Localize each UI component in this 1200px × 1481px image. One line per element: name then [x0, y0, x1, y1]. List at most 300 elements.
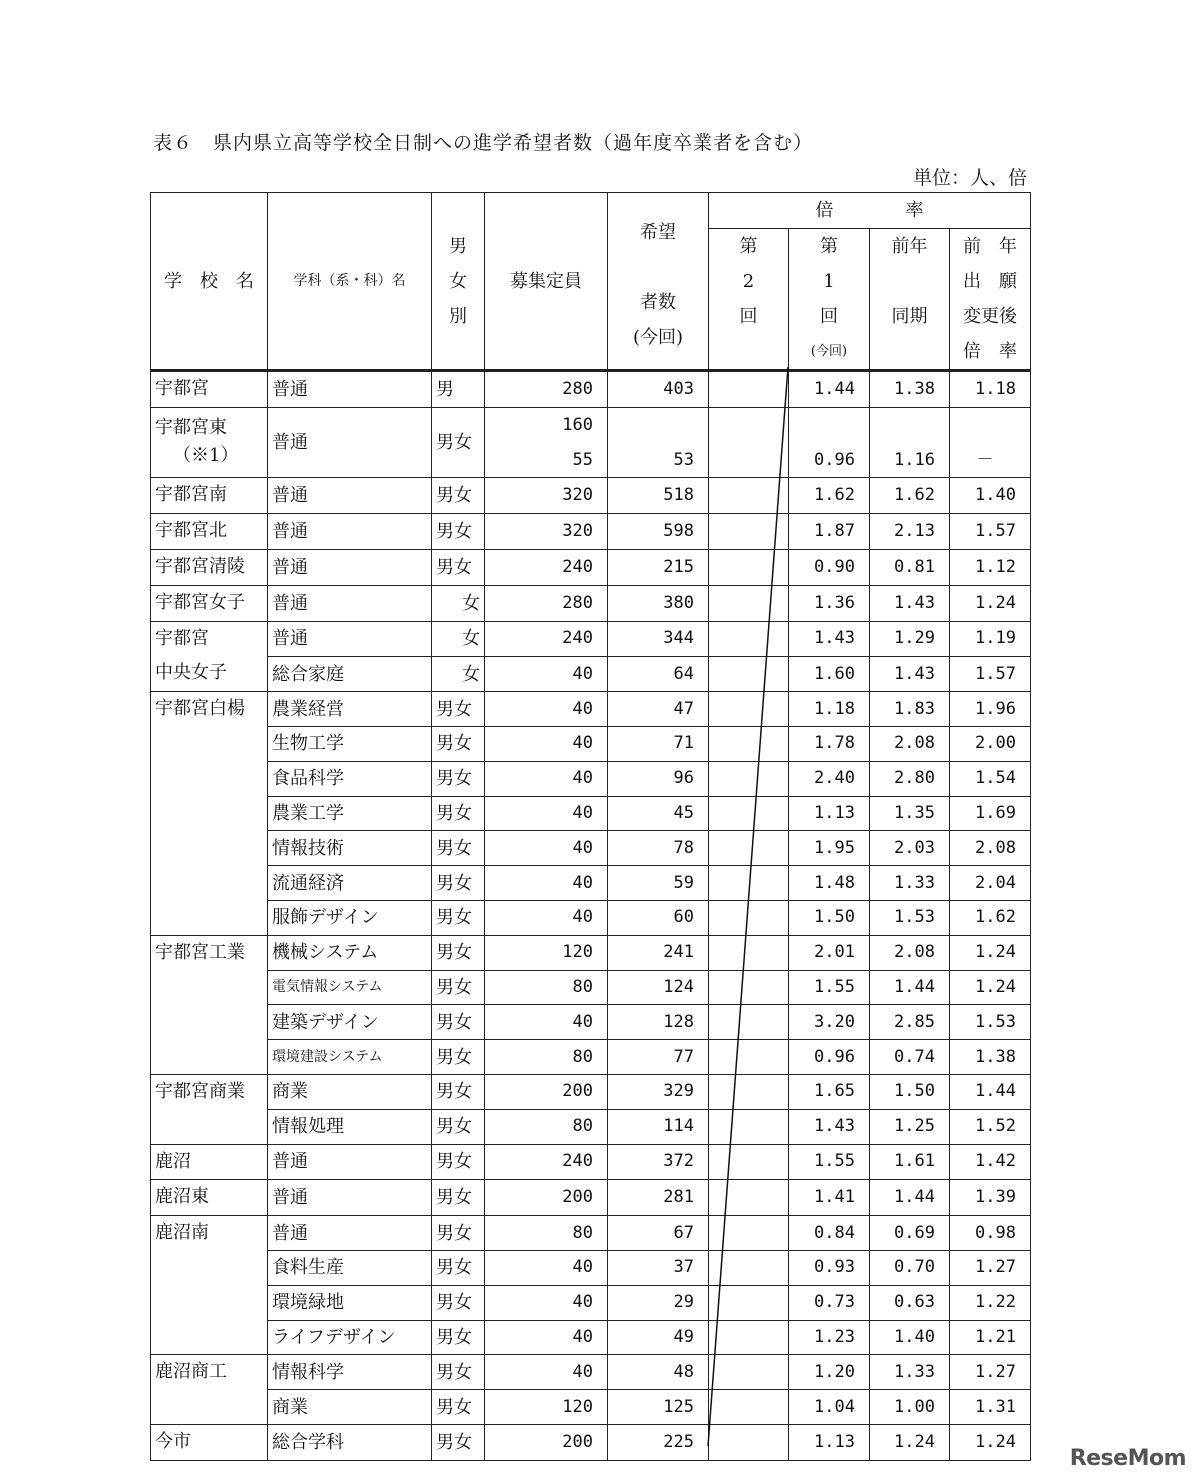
- table-row: [151, 371, 1031, 408]
- school-name-line: 中央女子: [155, 662, 227, 684]
- round2-ratio-empty: [709, 371, 789, 408]
- gender: 男女: [432, 1250, 485, 1285]
- table-row: [151, 656, 1031, 691]
- department-name: 普通: [268, 371, 432, 408]
- round1-ratio: 1.36: [789, 585, 870, 621]
- applicants-count: 344: [608, 621, 709, 656]
- prev-year-ratio: 2.80: [870, 761, 950, 796]
- gender: 男女: [432, 478, 485, 514]
- applicants-count: 215: [608, 549, 709, 585]
- table-row: [151, 514, 1031, 550]
- quota: [485, 900, 608, 935]
- prev-year-ratio: 0.63: [870, 1285, 950, 1320]
- school-name: [151, 549, 268, 585]
- round2-ratio-empty: [709, 900, 789, 935]
- round2-ratio-empty: [709, 1285, 789, 1320]
- department-name: 機械システム: [268, 935, 432, 970]
- round1-ratio: 0.93: [789, 1250, 870, 1285]
- header-line: 1: [823, 271, 835, 292]
- school-name: [151, 1144, 268, 1180]
- header-line: 同期: [891, 306, 928, 327]
- quota: [485, 726, 608, 761]
- department-name: ライフデザイン: [268, 1320, 432, 1355]
- round2-ratio-empty: [709, 1250, 789, 1285]
- header-line: 回: [739, 306, 758, 327]
- prev-year-ratio: 1.43: [870, 585, 950, 621]
- prev-year-changed-ratio: 0.98: [950, 1216, 1031, 1251]
- round1-ratio: 0.84: [789, 1216, 870, 1251]
- round2-ratio-empty: [709, 407, 789, 478]
- round1-ratio: 2.01: [789, 935, 870, 970]
- quota-value: 40: [572, 837, 593, 858]
- gender: 男女: [432, 935, 485, 970]
- round2-ratio-empty: [709, 866, 789, 901]
- quota: [485, 866, 608, 901]
- table-row: [151, 549, 1031, 585]
- department-name: 建築デザイン: [268, 1005, 432, 1040]
- gender: 男女: [432, 726, 485, 761]
- gender: 男女: [432, 796, 485, 831]
- school-name: [151, 1074, 268, 1144]
- school-name-line: 鹿沼商工: [155, 1361, 227, 1383]
- applicants-count: 60: [608, 900, 709, 935]
- prev-year-ratio: 1.44: [870, 1180, 950, 1216]
- quota: [485, 970, 608, 1005]
- table-row: [151, 1424, 1031, 1460]
- gender: 男女: [432, 1144, 485, 1180]
- gender: 女: [432, 621, 485, 656]
- quota: [485, 1040, 608, 1075]
- department-name: 普通: [268, 585, 432, 621]
- department-name: 普通: [268, 1144, 432, 1180]
- quota-value: 320: [562, 521, 593, 542]
- school-name-line: 鹿沼: [155, 1150, 191, 1172]
- round2-ratio-empty: [709, 1320, 789, 1355]
- department-name: 農業経営: [268, 692, 432, 727]
- quota-value: 200: [562, 1187, 593, 1208]
- table-row: [151, 692, 1031, 727]
- applicants-count: 47: [608, 692, 709, 727]
- quota: [485, 656, 608, 691]
- quota-value: 240: [562, 556, 593, 577]
- quota-value: 40: [572, 733, 593, 754]
- round1-ratio: 1.20: [789, 1355, 870, 1390]
- round1-ratio: 1.50: [789, 900, 870, 935]
- quota-value: 240: [562, 1151, 593, 1172]
- table-row: [151, 761, 1031, 796]
- round2-ratio-empty: [709, 692, 789, 727]
- applicants-count: 281: [608, 1180, 709, 1216]
- table-row: [151, 1074, 1031, 1109]
- header-quota: 募集定員: [485, 193, 608, 371]
- quota-value: 120: [562, 942, 593, 963]
- prev-year-ratio: 2.85: [870, 1005, 950, 1040]
- round1-ratio: 1.65: [789, 1074, 870, 1109]
- applicants-count: 71: [608, 726, 709, 761]
- round2-ratio-empty: [709, 1040, 789, 1075]
- applicants-count: 329: [608, 1074, 709, 1109]
- gender: 男女: [432, 1040, 485, 1075]
- gender: 男女: [432, 407, 485, 478]
- prev-year-ratio: 0.69: [870, 1216, 950, 1251]
- round2-ratio-empty: [709, 796, 789, 831]
- school-name: [151, 585, 268, 621]
- gender: 男女: [432, 1355, 485, 1390]
- prev-year-changed-ratio: 2.00: [950, 726, 1031, 761]
- header-line: (今回): [632, 327, 684, 348]
- table-row: [151, 621, 1031, 656]
- department-name: 生物工学: [268, 726, 432, 761]
- school-name-line: 宇都宮南: [155, 484, 227, 506]
- applicants-count: 67: [608, 1216, 709, 1251]
- applicants-count: 96: [608, 761, 709, 796]
- quota: [485, 1144, 608, 1180]
- prev-year-changed-ratio: 2.04: [950, 866, 1031, 901]
- department-name: 総合家庭: [268, 656, 432, 691]
- round1-ratio: 1.13: [789, 1424, 870, 1460]
- round2-ratio-empty: [709, 1144, 789, 1180]
- header-line: [874, 264, 945, 299]
- round1-ratio: 1.55: [789, 970, 870, 1005]
- header-line: 第: [739, 236, 758, 257]
- prev-year-ratio: 1.16: [870, 407, 950, 478]
- round1-ratio: 0.73: [789, 1285, 870, 1320]
- school-name-line: 鹿沼南: [155, 1222, 209, 1244]
- table-row: [151, 1180, 1031, 1216]
- round2-ratio-empty: [709, 1109, 789, 1144]
- applicants-count: 225: [608, 1424, 709, 1460]
- prev-year-changed-ratio: 1.40: [950, 478, 1031, 514]
- prev-year-changed-ratio: 1.52: [950, 1109, 1031, 1144]
- gender: 男女: [432, 1320, 485, 1355]
- table-header: [151, 193, 1031, 371]
- prev-year-changed-ratio: 1.27: [950, 1355, 1031, 1390]
- school-name-line: 今市: [155, 1430, 191, 1452]
- applicants-count: 128: [608, 1005, 709, 1040]
- prev-year-ratio: 1.50: [870, 1074, 950, 1109]
- round1-ratio: 1.41: [789, 1180, 870, 1216]
- header-applicants: [608, 193, 709, 371]
- prev-year-ratio: 1.33: [870, 1355, 950, 1390]
- table-row: [151, 726, 1031, 761]
- department-name: 環境緑地: [268, 1285, 432, 1320]
- quota-value: 40: [572, 1257, 593, 1278]
- table-row: [151, 970, 1031, 1005]
- school-name: [151, 371, 268, 408]
- applicants-count: 125: [608, 1390, 709, 1425]
- quota-value: 200: [562, 1431, 593, 1452]
- prev-year-changed-ratio: 1.53: [950, 1005, 1031, 1040]
- header-line: 者数: [640, 292, 676, 313]
- quota: [485, 761, 608, 796]
- school-name: [151, 1355, 268, 1425]
- gender: 女: [432, 585, 485, 621]
- round1-ratio: 1.62: [789, 478, 870, 514]
- header-gender-line: 男: [449, 235, 467, 257]
- table-body: [151, 371, 1031, 1461]
- table-row: [151, 1109, 1031, 1144]
- quota-value: 40: [572, 768, 593, 789]
- prev-year-ratio: 2.13: [870, 514, 950, 550]
- quota-value: 80: [572, 1222, 593, 1243]
- prev-year-ratio: 1.44: [870, 970, 950, 1005]
- prev-year-ratio: 1.25: [870, 1109, 950, 1144]
- round2-ratio-empty: [709, 621, 789, 656]
- round2-ratio-empty: [709, 935, 789, 970]
- gender: 男女: [432, 1424, 485, 1460]
- department-name: 農業工学: [268, 796, 432, 831]
- resemom-watermark-logo: ReseMom: [1069, 1446, 1186, 1471]
- quota: [485, 935, 608, 970]
- table-row: [151, 935, 1031, 970]
- school-name: [151, 1180, 268, 1216]
- quota: [485, 1285, 608, 1320]
- quota-value: 40: [572, 663, 593, 684]
- department-name: 環境建設システム: [268, 1040, 432, 1075]
- prev-year-changed-ratio: 1.19: [950, 621, 1031, 656]
- prev-year-changed-ratio: 1.24: [950, 585, 1031, 621]
- table-row: [151, 831, 1031, 866]
- prev-year-ratio: 1.62: [870, 478, 950, 514]
- applicants-count: 241: [608, 935, 709, 970]
- department-name: 流通経済: [268, 866, 432, 901]
- quota-value: 40: [572, 1011, 593, 1032]
- gender: 男女: [432, 866, 485, 901]
- prev-year-changed-ratio: 1.18: [950, 371, 1031, 408]
- round1-ratio: 1.55: [789, 1144, 870, 1180]
- quota-value: 40: [572, 872, 593, 893]
- header-ratio-group: 倍 率: [709, 193, 1031, 229]
- gender: 男女: [432, 761, 485, 796]
- school-name: [151, 935, 268, 1074]
- table-caption: 表６ 県内県立高等学校全日制への進学希望者数（過年度卒業者を含む）: [153, 132, 814, 154]
- round2-ratio-empty: [709, 1180, 789, 1216]
- prev-year-changed-ratio: 1.96: [950, 692, 1031, 727]
- quota-value: 80: [572, 1116, 593, 1137]
- table-row: [151, 478, 1031, 514]
- department-name: 情報技術: [268, 831, 432, 866]
- quota-value: 40: [572, 802, 593, 823]
- quota: [485, 1424, 608, 1460]
- round2-ratio-empty: [709, 478, 789, 514]
- gender: 男女: [432, 1390, 485, 1425]
- table-row: [151, 585, 1031, 621]
- quota-value: 280: [562, 592, 593, 613]
- applicants-count: 77: [608, 1040, 709, 1075]
- applicants-count: 49: [608, 1320, 709, 1355]
- applicants-count: 598: [608, 514, 709, 550]
- table-row: [151, 1355, 1031, 1390]
- quota: [485, 1250, 608, 1285]
- applicants-count: 29: [608, 1285, 709, 1320]
- department-name: 普通: [268, 478, 432, 514]
- quota-value: 80: [572, 976, 593, 997]
- table-row: [151, 1250, 1031, 1285]
- quota: [485, 407, 608, 478]
- unit-label: 単位：人、倍: [912, 167, 1027, 189]
- prev-year-changed-ratio: 1.42: [950, 1144, 1031, 1180]
- applicants-count: 64: [608, 656, 709, 691]
- quota: [485, 796, 608, 831]
- quota: [485, 585, 608, 621]
- school-name-line: 宇都宮東: [155, 416, 227, 438]
- round1-ratio: 1.44: [789, 371, 870, 408]
- school-name-line: （※1）: [173, 444, 239, 466]
- quota: [485, 1180, 608, 1216]
- header-school: 学 校 名: [151, 193, 268, 371]
- quota: [485, 621, 608, 656]
- prev-year-ratio: 1.40: [870, 1320, 950, 1355]
- header-line: 前 年: [963, 236, 1017, 257]
- school-name-line: 宇都宮女子: [155, 591, 245, 613]
- quota: [485, 371, 608, 408]
- prev-year-changed-ratio: 1.24: [950, 935, 1031, 970]
- quota-value: 280: [562, 378, 593, 399]
- round1-ratio: 1.87: [789, 514, 870, 550]
- table-row: [151, 1144, 1031, 1180]
- department-name: 総合学科: [268, 1424, 432, 1460]
- round1-ratio: 2.40: [789, 761, 870, 796]
- department-name: 普通: [268, 549, 432, 585]
- header-line: 回: [820, 306, 838, 327]
- prev-year-changed-ratio: 1.31: [950, 1390, 1031, 1425]
- round2-ratio-empty: [709, 1005, 789, 1040]
- quota-value: 55: [572, 449, 593, 470]
- department-name: 普通: [268, 1216, 432, 1251]
- table-row: [151, 1040, 1031, 1075]
- quota-value: 40: [572, 907, 593, 928]
- round1-ratio: 1.23: [789, 1320, 870, 1355]
- quota: [485, 1109, 608, 1144]
- quota: [485, 1390, 608, 1425]
- gender: 男女: [432, 831, 485, 866]
- header-prev-same: [870, 229, 950, 371]
- school-name: [151, 692, 268, 936]
- applicants-count: 45: [608, 796, 709, 831]
- header-line: (今回): [810, 344, 848, 359]
- prev-year-changed-ratio: 1.54: [950, 761, 1031, 796]
- gender: 男女: [432, 1074, 485, 1109]
- table-row: [151, 1320, 1031, 1355]
- applicants-count: 114: [608, 1109, 709, 1144]
- header-gender-line: 別: [449, 305, 467, 327]
- applicant-table: [150, 192, 1031, 1461]
- department-name: 商業: [268, 1390, 432, 1425]
- quota: [485, 514, 608, 550]
- round2-ratio-empty: [709, 1390, 789, 1425]
- department-name: 商業: [268, 1074, 432, 1109]
- prev-year-changed-ratio: 1.27: [950, 1250, 1031, 1285]
- prev-year-changed-ratio: 1.38: [950, 1040, 1031, 1075]
- round2-ratio-empty: [709, 1424, 789, 1460]
- applicants-count: 380: [608, 585, 709, 621]
- table-row: [151, 900, 1031, 935]
- quota: [485, 478, 608, 514]
- header-line: 前年: [891, 236, 928, 257]
- round1-ratio: 1.18: [789, 692, 870, 727]
- prev-year-ratio: 1.00: [870, 1390, 950, 1425]
- applicants-count: 403: [608, 371, 709, 408]
- round1-ratio: 3.20: [789, 1005, 870, 1040]
- applicants-count: 37: [608, 1250, 709, 1285]
- prev-year-ratio: 1.24: [870, 1424, 950, 1460]
- applicants-count: 124: [608, 970, 709, 1005]
- applicants-count: 518: [608, 478, 709, 514]
- quota-value: 200: [562, 1081, 593, 1102]
- prev-year-ratio: 1.61: [870, 1144, 950, 1180]
- department-name: 情報処理: [268, 1109, 432, 1144]
- round1-ratio: 0.96: [789, 1040, 870, 1075]
- prev-year-ratio: 1.53: [870, 900, 950, 935]
- quota-value: 80: [572, 1046, 593, 1067]
- prev-year-changed-ratio: 1.21: [950, 1320, 1031, 1355]
- header-line: 第: [820, 236, 838, 257]
- quota: [485, 1216, 608, 1251]
- prev-year-ratio: 0.70: [870, 1250, 950, 1285]
- gender: 男女: [432, 1285, 485, 1320]
- quota-value: 160: [562, 414, 593, 435]
- round2-ratio-empty: [709, 514, 789, 550]
- round1-ratio: 0.96: [789, 407, 870, 478]
- round2-ratio-empty: [709, 656, 789, 691]
- header-gender: [432, 193, 485, 371]
- department-name: 普通: [268, 407, 432, 478]
- quota: [485, 1320, 608, 1355]
- header-line: 倍 率: [963, 341, 1017, 362]
- prev-year-changed-ratio: 1.39: [950, 1180, 1031, 1216]
- round2-ratio-empty: [709, 1074, 789, 1109]
- header-round1: [789, 229, 870, 371]
- department-name: 食品科学: [268, 761, 432, 796]
- school-name: [151, 1216, 268, 1355]
- school-name-line: 宇都宮商業: [155, 1080, 245, 1102]
- prev-year-changed-ratio: 1.69: [950, 796, 1031, 831]
- prev-year-ratio: 1.43: [870, 656, 950, 691]
- quota-value: 40: [572, 698, 593, 719]
- quota: [485, 1355, 608, 1390]
- round1-ratio: 1.95: [789, 831, 870, 866]
- table-row: [151, 866, 1031, 901]
- applicants-count: 53: [608, 407, 709, 478]
- department-name: 普通: [268, 1180, 432, 1216]
- table-row: [151, 1285, 1031, 1320]
- prev-year-ratio: 2.03: [870, 831, 950, 866]
- gender: 男女: [432, 549, 485, 585]
- round1-ratio: 1.48: [789, 866, 870, 901]
- prev-year-changed-ratio: 1.57: [950, 514, 1031, 550]
- round1-ratio: 0.90: [789, 549, 870, 585]
- prev-year-ratio: 2.08: [870, 935, 950, 970]
- round2-ratio-empty: [709, 549, 789, 585]
- department-name: 普通: [268, 514, 432, 550]
- round1-ratio: 1.78: [789, 726, 870, 761]
- header-line: 変更後: [963, 306, 1017, 327]
- gender: 男女: [432, 1216, 485, 1251]
- gender: 男女: [432, 514, 485, 550]
- prev-year-ratio: 1.33: [870, 866, 950, 901]
- quota-value: 40: [572, 1292, 593, 1313]
- prev-year-changed-ratio: 2.08: [950, 831, 1031, 866]
- quota: [485, 692, 608, 727]
- prev-year-ratio: 1.83: [870, 692, 950, 727]
- school-name-line: 鹿沼東: [155, 1186, 209, 1208]
- department-name: 情報科学: [268, 1355, 432, 1390]
- table-row: [151, 1216, 1031, 1251]
- prev-year-changed-ratio: 1.62: [950, 900, 1031, 935]
- quota-value: 320: [562, 485, 593, 506]
- applicants-count: 48: [608, 1355, 709, 1390]
- prev-year-changed-ratio: 1.57: [950, 656, 1031, 691]
